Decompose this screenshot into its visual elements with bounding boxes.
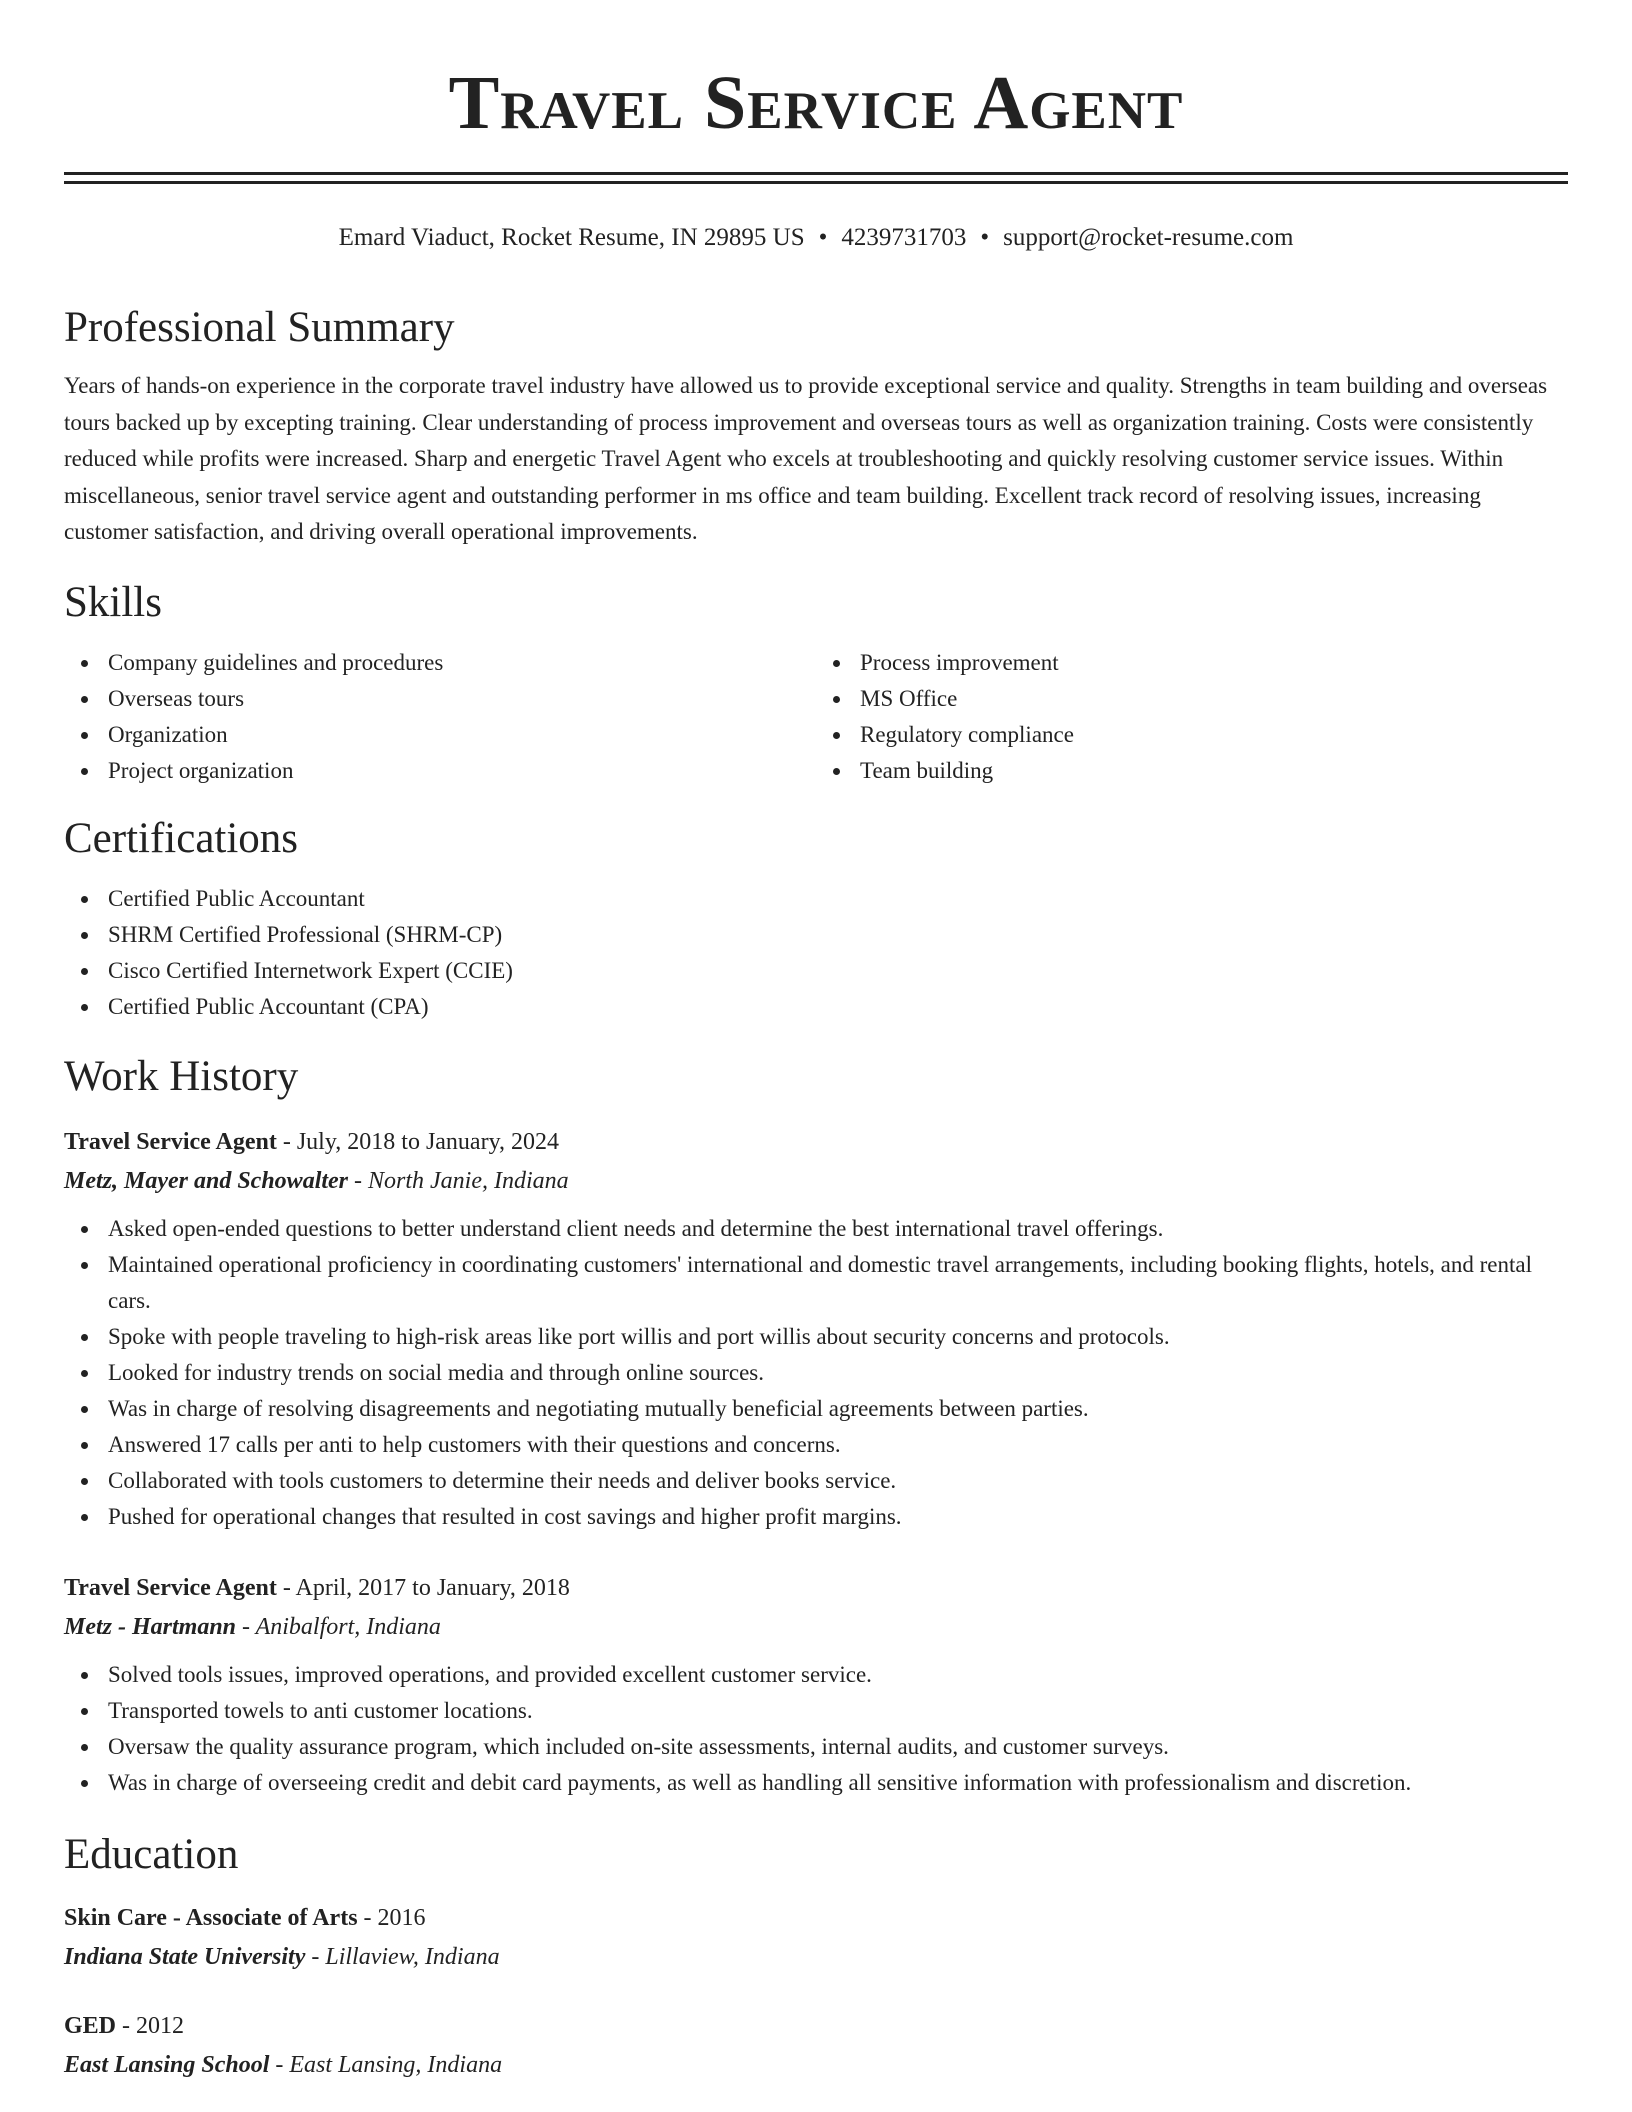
summary-text: Years of hands-on experience in the corporate travel industry have allowed us to provide exceptional service and quality. Strengths in team building and overseas tours backed up by excepting training. Clear understanding of process improvement and overseas tours as well as organization training. Costs were consistently reduced while profits were increased. Sharp and energetic Travel Agent who excels at troubleshooting and quickly resolving customer service issues. Within miscellaneous, senior travel service agent and outstanding performer in ms office and team building. Excellent track record of resolving issues, increasing customer satisfaction, and driving overall operational improvements. <box>64 373 1548 544</box>
education-location: - Lillaview, Indiana <box>311 1943 500 1970</box>
certifications-list <box>64 881 1568 1025</box>
job-dates: - April, 2017 to January, 2018 <box>282 1574 570 1601</box>
contact-email: support@rocket-resume.com <box>1003 224 1294 251</box>
education-location: - East Lansing, Indiana <box>275 2051 503 2078</box>
skill-item: Overseas tours <box>64 681 816 717</box>
job-dates: - July, 2018 to January, 2024 <box>282 1128 560 1155</box>
job-duty: Asked open-ended questions to better understand client needs and determine the best international travel offerings. <box>64 1211 1568 1247</box>
job-duty: Transported towels to anti customer locations. <box>64 1693 1568 1729</box>
education-school: Indiana State University <box>64 1943 306 1970</box>
title-divider <box>64 172 1568 184</box>
job-duty: Looked for industry trends on social media and through online sources. <box>64 1355 1568 1391</box>
contact-separator: • <box>980 224 990 251</box>
education-degree: GED <box>64 2012 117 2039</box>
skill-item: Team building <box>816 753 1568 789</box>
education-degree-line <box>64 2007 1568 2045</box>
job-duty: Maintained operational proficiency in coordinating customers' international and domestic travel arrangements, including booking flights, hotels, and rental cars. <box>64 1247 1568 1319</box>
job-entry <box>64 1569 1568 1801</box>
job-duty: Pushed for operational changes that resulted in cost savings and higher profit margins. <box>64 1499 1568 1535</box>
job-duty: Collaborated with tools customers to determine their needs and deliver books service. <box>64 1463 1568 1499</box>
education-year: - 2012 <box>122 2012 185 2039</box>
education-degree-line <box>64 1899 1568 1937</box>
education-entry <box>64 2007 1568 2085</box>
certification-item: Cisco Certified Internetwork Expert (CCIE) <box>64 953 1568 989</box>
skill-item: Organization <box>64 717 816 753</box>
skill-item: Project organization <box>64 753 816 789</box>
job-title: Travel Service Agent <box>64 1574 277 1601</box>
skills-list-right <box>816 645 1568 789</box>
education-entry <box>64 1899 1568 1977</box>
certification-item: Certified Public Accountant (CPA) <box>64 989 1568 1025</box>
skills-list-left <box>64 645 816 789</box>
job-title-line <box>64 1123 1568 1161</box>
job-duty: Solved tools issues, improved operations, and provided excellent customer service. <box>64 1657 1568 1693</box>
section-heading-education: Education <box>64 1830 239 1878</box>
resume-title: Travel Service Agent <box>448 61 1184 145</box>
contact-address: Emard Viaduct, Rocket Resume, IN 29895 US <box>338 224 805 251</box>
skill-item: Company guidelines and procedures <box>64 645 816 681</box>
education-school: East Lansing School <box>64 2051 270 2078</box>
job-duties-list <box>64 1657 1568 1801</box>
skill-item: Regulatory compliance <box>816 717 1568 753</box>
job-location: - North Janie, Indiana <box>354 1167 569 1194</box>
job-location: - Anibalfort, Indiana <box>242 1613 441 1640</box>
job-company: Metz, Mayer and Schowalter <box>64 1167 349 1194</box>
job-title-line <box>64 1569 1568 1607</box>
job-company-line <box>64 1161 1568 1201</box>
skill-item: MS Office <box>816 681 1568 717</box>
job-entry <box>64 1123 1568 1535</box>
section-heading-work-history: Work History <box>64 1052 299 1100</box>
contact-line <box>64 220 1568 256</box>
job-company-line <box>64 1607 1568 1647</box>
job-duties-list <box>64 1211 1568 1535</box>
certification-item: Certified Public Accountant <box>64 881 1568 917</box>
section-heading-summary: Professional Summary <box>64 304 455 351</box>
section-heading-certifications: Certifications <box>64 814 299 862</box>
education-school-line <box>64 1937 1568 1977</box>
certification-item: SHRM Certified Professional (SHRM-CP) <box>64 917 1568 953</box>
job-company: Metz - Hartmann <box>64 1613 237 1640</box>
job-duty: Spoke with people traveling to high-risk areas like port willis and port willis about security concerns and protocols. <box>64 1319 1568 1355</box>
job-duty: Answered 17 calls per anti to help customers with their questions and concerns. <box>64 1427 1568 1463</box>
contact-phone: 4239731703 <box>841 224 967 251</box>
job-duty: Was in charge of resolving disagreements and negotiating mutually beneficial agreements between parties. <box>64 1391 1568 1427</box>
education-school-line <box>64 2045 1568 2085</box>
education-degree: Skin Care - Associate of Arts <box>64 1904 358 1931</box>
job-title: Travel Service Agent <box>64 1128 277 1155</box>
skill-item: Process improvement <box>816 645 1568 681</box>
skills-grid <box>64 645 1568 789</box>
education-year: - 2016 <box>363 1904 426 1931</box>
job-duty: Was in charge of overseeing credit and debit card payments, as well as handling all sensitive information with professionalism and discretion. <box>64 1765 1568 1801</box>
job-duty: Oversaw the quality assurance program, which included on-site assessments, internal audits, and customer surveys. <box>64 1729 1568 1765</box>
section-heading-skills: Skills <box>64 578 162 626</box>
contact-separator: • <box>818 224 828 251</box>
